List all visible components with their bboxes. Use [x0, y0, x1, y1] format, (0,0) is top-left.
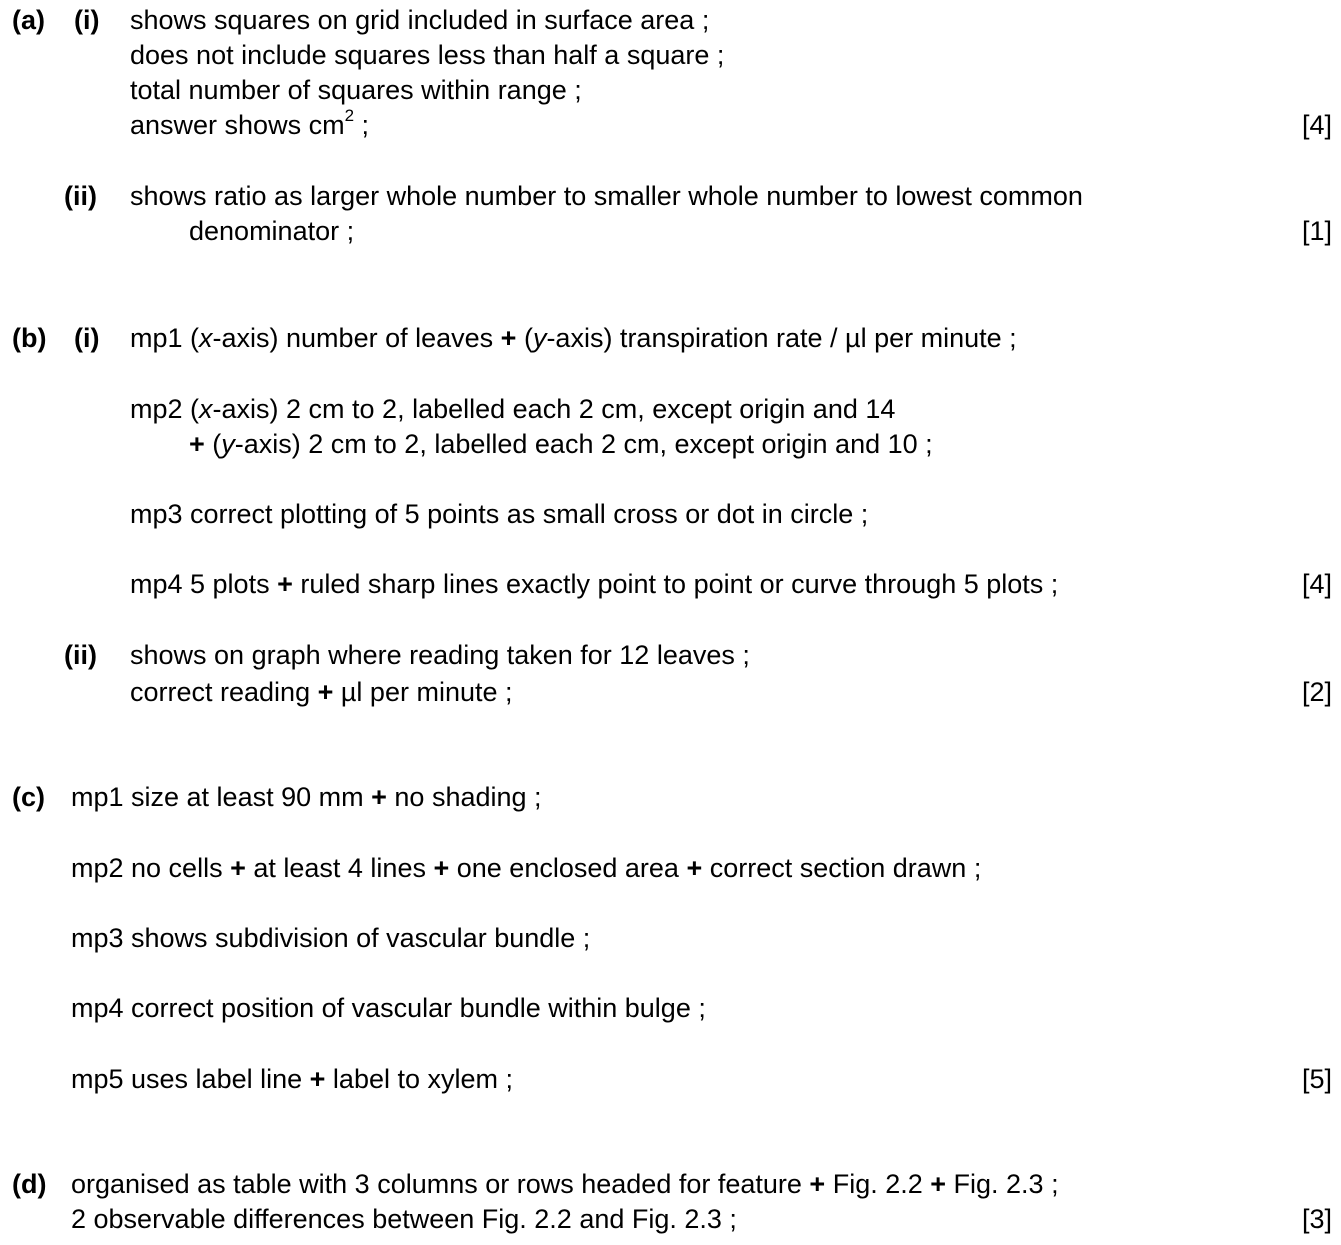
part-b-i-marks: [4] — [1301, 569, 1332, 599]
part-b-ii-label: (ii) — [64, 640, 97, 670]
part-c-marks: [5] — [1301, 1064, 1332, 1094]
part-a-ii-label: (ii) — [64, 181, 97, 211]
part-d-line-1: organised as table with 3 columns or rows headed for feature + Fig. 2.2 + Fig. 2.3 ; — [71, 1169, 1059, 1199]
part-b-i-mp3: mp3 correct plotting of 5 points as small cross or dot in circle ; — [130, 499, 869, 529]
part-d-line-2: 2 observable differences between Fig. 2.2 and Fig. 2.3 ; — [71, 1204, 737, 1234]
part-a-ii-line-2: denominator ; — [189, 216, 355, 246]
part-b-i-mp2-line-2: + (y-axis) 2 cm to 2, labelled each 2 cm, except origin and 10 ; — [189, 429, 933, 459]
part-c-mp4: mp4 correct position of vascular bundle within bulge ; — [71, 993, 706, 1023]
part-c-mp5: mp5 uses label line + label to xylem ; — [71, 1064, 513, 1094]
part-d-marks: [3] — [1301, 1204, 1332, 1234]
part-a-ii-line-1: shows ratio as larger whole number to smaller whole number to lowest common — [130, 181, 1083, 211]
part-c-label: (c) — [12, 782, 45, 812]
part-b-i-mp4: mp4 5 plots + ruled sharp lines exactly point to point or curve through 5 plots ; — [130, 569, 1059, 599]
part-c-mp1: mp1 size at least 90 mm + no shading ; — [71, 782, 542, 812]
part-b-ii-line-2: correct reading + µl per minute ; — [130, 677, 513, 707]
part-a-i-line-2: does not include squares less than half a square ; — [130, 40, 725, 70]
part-a-i-marks: [4] — [1301, 110, 1332, 140]
part-c-mp3: mp3 shows subdivision of vascular bundle ; — [71, 923, 591, 953]
part-a-ii-marks: [1] — [1301, 216, 1332, 246]
part-b-label: (b) — [12, 323, 47, 353]
part-a-i-line-1: shows squares on grid included in surface area ; — [130, 5, 710, 35]
part-b-i-label: (i) — [74, 323, 100, 353]
part-a-i-line-3: total number of squares within range ; — [130, 75, 582, 105]
part-a-i-label: (i) — [74, 5, 100, 35]
part-c-mp2: mp2 no cells + at least 4 lines + one enclosed area + correct section drawn ; — [71, 853, 982, 883]
part-b-i-mp1: mp1 (x-axis) number of leaves + (y-axis) transpiration rate / µl per minute ; — [130, 323, 1017, 353]
part-b-i-mp2-line-1: mp2 (x-axis) 2 cm to 2, labelled each 2 cm, except origin and 14 — [130, 394, 896, 424]
part-a-i-line-4: answer shows $cm^2$ ; — [130, 106, 370, 140]
part-d-label: (d) — [12, 1169, 47, 1199]
part-b-ii-line-1: shows on graph where reading taken for 12 leaves ; — [130, 640, 750, 670]
part-a-label: (a) — [12, 5, 45, 35]
part-b-ii-marks: [2] — [1301, 677, 1332, 707]
